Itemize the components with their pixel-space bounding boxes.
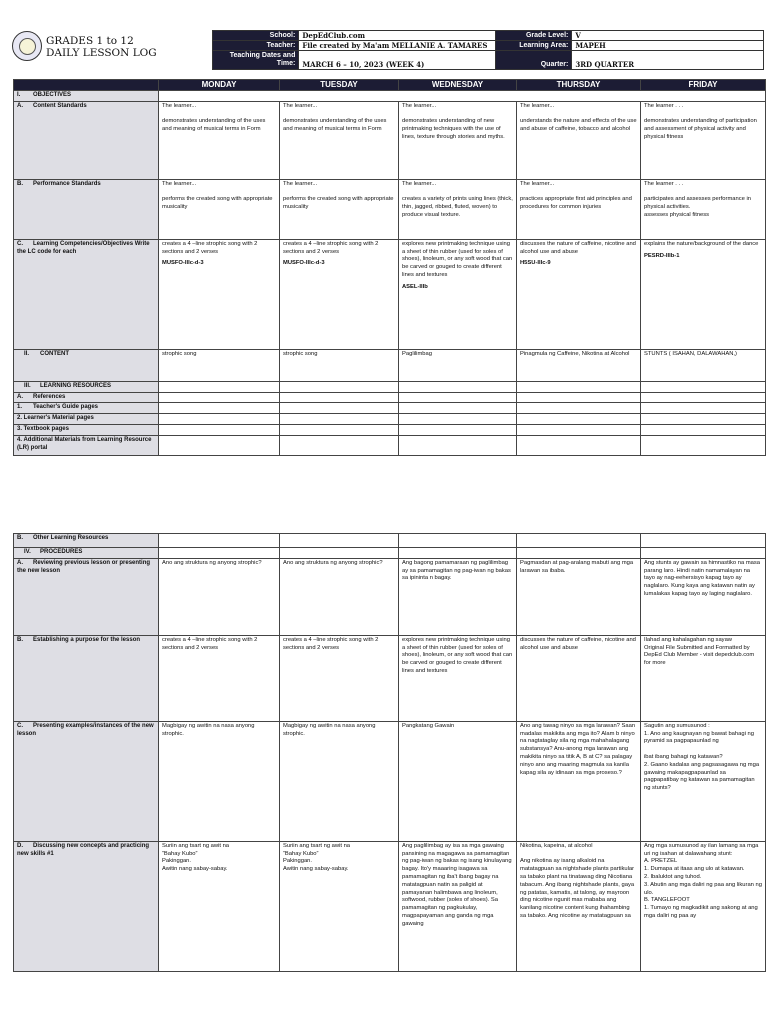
competency-text: creates a 4 –line strophic song with 2 sections and 2 verses xyxy=(162,240,258,255)
cell xyxy=(280,548,399,559)
other-resources-label: Other Learning Resources xyxy=(33,535,109,541)
objectives-label: OBJECTIVES xyxy=(33,92,72,98)
teacher-value: File created by Ma'am MELLANIE A. TAMARES xyxy=(299,41,495,51)
competency-monday xyxy=(159,239,280,349)
cell xyxy=(399,424,517,435)
performance-standards-thursday: The learner... practices appropriate first aid principles and procedures for common injuries xyxy=(517,179,641,239)
school-label: School: xyxy=(213,31,299,41)
cell xyxy=(399,534,517,548)
cell xyxy=(280,414,399,425)
reviewing-heading: A. Reviewing previous lesson or presenting the new lesson xyxy=(14,558,159,635)
grade-value: V xyxy=(572,31,764,41)
performance-standards-friday: The learner . . . participates and assesses performance in physical activities. assesses physical fitness xyxy=(641,179,766,239)
cell xyxy=(399,392,517,403)
references-heading: A. References xyxy=(14,392,159,403)
cell xyxy=(641,534,766,548)
reviewing-tuesday: Ano ang struktura ng anyong strophic? xyxy=(280,558,399,635)
other-resources-heading: B. Other Learning Resources xyxy=(14,534,159,548)
content-standards-monday: The learner... demonstrates understanding of the uses and meaning of musical terms in Form xyxy=(159,101,280,179)
cell xyxy=(159,548,280,559)
cell xyxy=(280,534,399,548)
purpose-thursday: discusses the nature of caffeine, nicotine and alcohol use and abuse xyxy=(517,635,641,721)
purpose-label: Establishing a purpose for the lesson xyxy=(33,636,141,643)
presenting-label: Presenting examples/instances of the new lesson xyxy=(17,722,154,737)
reviewing-label: Reviewing previous lesson or presenting the new lesson xyxy=(17,559,151,574)
cell xyxy=(517,548,641,559)
cell xyxy=(399,381,517,392)
competency-wednesday xyxy=(399,239,517,349)
content-standards-tuesday: The learner... demonstrates understanding of the uses and meaning of musical terms in Form xyxy=(280,101,399,179)
cell xyxy=(159,381,280,392)
reviewing-thursday: Pagmasdan at pag-aralang mabuti ang mga larawan sa ibaba. xyxy=(517,558,641,635)
teacher-guide-heading: 1. Teacher's Guide pages xyxy=(14,403,159,414)
cell xyxy=(280,435,399,455)
header xyxy=(12,30,764,72)
purpose-monday: creates a 4 –line strophic song with 2 sections and 2 verses xyxy=(159,635,280,721)
competency-text: creates a 4 –line strophic song with 2 sections and 2 verses xyxy=(283,240,379,255)
presenting-wednesday: Pangkatang Gawain xyxy=(399,721,517,841)
cell xyxy=(280,381,399,392)
competency-text: explains the nature/background of the dance xyxy=(644,240,759,247)
content-friday: STUNTS ( ISAHAN, DALAWAHAN,) xyxy=(641,349,766,381)
procedures-label: PROCEDURES xyxy=(40,549,83,555)
competency-text: explores new printmaking technique using a sheet of thin rubber (used for soles of shoes), linoleum, or any soft wood that can be carved or gouged to create different lines and textures xyxy=(402,240,513,278)
cell xyxy=(641,424,766,435)
content-standards-friday: The learner . . . demonstrates understanding of participation and assessment of physical activity and physical fitness xyxy=(641,101,766,179)
reviewing-monday: Ano ang struktura ng anyong strophic? xyxy=(159,558,280,635)
procedures-heading: IV. PROCEDURES xyxy=(14,548,159,559)
day-header-tuesday: TUESDAY xyxy=(280,80,399,91)
lc-code: ASEL-IIIb xyxy=(402,283,428,290)
performance-standards-monday: The learner... performs the created song with appropriate musicality xyxy=(159,179,280,239)
cell xyxy=(641,392,766,403)
discussing-wednesday: Ang paglilimbag ay isa sa mga gawaing pansining na magagawa sa pamamagitan ng pag-iwan ng bakas ng isang kinulayang bagay. Ito'y maaaring isagawa sa pamamagitan ng iba't ibang bagay na matatagpuan natin sa paligid at pamayanan halimbawa ang linoleum, softwood, rubber (soles of shoes). Sa pamamagitan ng pagkukulay, magpapayaman ang ganda ng mga gawaing xyxy=(399,841,517,971)
teacher-label: Teacher: xyxy=(213,41,299,51)
competency-tuesday xyxy=(280,239,399,349)
objectives-row-cells xyxy=(159,91,766,102)
performance-standards-tuesday: The learner... performs the created song with appropriate musicality xyxy=(280,179,399,239)
grade-label: Grade Level: xyxy=(495,31,572,41)
content-standards-thursday: The learner... understands the nature and effects of the use and abuse of caffeine, tobacco and alcohol xyxy=(517,101,641,179)
title-line-2: DAILY LESSON LOG xyxy=(46,47,157,59)
reviewing-friday: Ang stunts ay gawain sa himnastiko na masa parang laro. Hindi natin namamalayan na tayo ay nag-eehersisyo kapag tayo ay naglalaro. Kung kaya ang katawan natin ay lumalakas kapag tayo ay laging naglalaro. xyxy=(641,558,766,635)
cell xyxy=(159,424,280,435)
dates-label: Teaching Dates and Time: xyxy=(213,51,299,70)
quarter-value: 3RD QUARTER xyxy=(572,51,764,70)
cell xyxy=(641,548,766,559)
content-heading xyxy=(14,349,159,381)
competency-thursday xyxy=(517,239,641,349)
content-label: CONTENT xyxy=(40,350,69,357)
references-label: References xyxy=(33,393,66,400)
resources-heading: III. LEARNING RESOURCES xyxy=(14,381,159,392)
purpose-friday: Ilahad ang kahalagahan ng sayaw Original File Submitted and Formatted by DepEd Club Member - visit depedclub.com for more xyxy=(641,635,766,721)
competencies-heading: C. Learning Competencies/Objectives Write the LC code for each xyxy=(14,239,159,349)
purpose-wednesday: explores new printmaking technique using a sheet of thin rubber (used for soles of shoes), linoleum, or any soft wood that can be carved or gouged to create different lines and textures xyxy=(399,635,517,721)
competency-friday xyxy=(641,239,766,349)
cell xyxy=(641,403,766,414)
cell xyxy=(159,414,280,425)
lc-code: H5SU-IIIc-9 xyxy=(520,260,551,267)
performance-standards-label: Performance Standards xyxy=(33,180,101,187)
content-wednesday: Paglilimbag xyxy=(399,349,517,381)
cell xyxy=(399,403,517,414)
content-tuesday: strophic song xyxy=(280,349,399,381)
learner-material-label: 2. Learner's Material pages xyxy=(14,414,159,425)
cell xyxy=(517,381,641,392)
purpose-heading: B. Establishing a purpose for the lesson xyxy=(14,635,159,721)
lc-code: PESRD-IIIb-1 xyxy=(644,252,680,259)
presenting-thursday: Ano ang tawag ninyo sa mga larawan? Saan madalas makikita ang mga ito? Alam b ninyo na nagtataglay sila ng mga mahahalagang substansya? Anu-anong mga larawan ang makikita ninyo sa titik A, B at C? sa palagay ninyo ano ang maaring magmula sa kanila kapag sila ay idinaan sa mga proseso.? xyxy=(517,721,641,841)
cell xyxy=(280,424,399,435)
cell xyxy=(641,435,766,455)
learning-area-label: Learning Area: xyxy=(495,41,572,51)
document-title xyxy=(46,35,157,59)
day-header-thursday: THURSDAY xyxy=(517,80,641,91)
corner-cell xyxy=(14,80,159,91)
lesson-table-objectives xyxy=(13,79,766,456)
cell xyxy=(517,534,641,548)
lc-code: MUSFO-IIIc-d-3 xyxy=(162,260,204,267)
performance-standards-heading: B. Performance Standards xyxy=(14,179,159,239)
cell xyxy=(399,548,517,559)
content-monday: strophic song xyxy=(159,349,280,381)
content-thursday: Pinagmula ng Caffeine, Nikotina at Alcohol xyxy=(517,349,641,381)
lc-code: MUSFO-IIIc-d-3 xyxy=(283,260,325,267)
purpose-tuesday: creates a 4 –line strophic song with 2 sections and 2 verses xyxy=(280,635,399,721)
cell xyxy=(517,435,641,455)
header-info-table xyxy=(212,30,764,70)
cell xyxy=(641,414,766,425)
content-standards-label: Content Standards xyxy=(33,102,87,109)
title-line-1: GRADES 1 to 12 xyxy=(46,35,134,47)
presenting-friday: Sagutin ang sumusunod : 1. Ano ang kaugnayan ng bawat bahagi ng pyramid sa pagpapaunlad ng ibat ibang bahagi ng katawan? 2. Gaano kadalas ang pagsasagawa ng mga gawaing makapagpapaunlad sa pagpapatibay ng katawan sa pamamagitan ng stunts? xyxy=(641,721,766,841)
cell xyxy=(399,435,517,455)
quarter-label: Quarter: xyxy=(495,51,572,70)
day-header-wednesday: WEDNESDAY xyxy=(399,80,517,91)
discussing-label: Discussing new concepts and practicing new skills #1 xyxy=(17,842,150,857)
performance-standards-wednesday: The learner... creates a variety of prints using lines (thick, thin, jagged, ribbed, fluted, woven) to produce visual texture. xyxy=(399,179,517,239)
presenting-heading: C. Presenting examples/instances of the new lesson xyxy=(14,721,159,841)
textbook-label: 3. Textbook pages xyxy=(14,424,159,435)
cell xyxy=(517,403,641,414)
discussing-tuesday: Suriin ang tsart ng awit na “Bahay Kubo” Pakinggan. Awitin nang sabay-sabay. xyxy=(280,841,399,971)
discussing-monday: Suriin ang tsart ng awit na “Bahay Kubo” Pakinggan. Awitin nang sabay-sabay. xyxy=(159,841,280,971)
school-value: DepEdClub.com xyxy=(299,31,495,41)
presenting-tuesday: Magbigay ng awitin na nasa anyong strophic. xyxy=(280,721,399,841)
cell xyxy=(517,414,641,425)
lesson-table-procedures xyxy=(13,533,766,972)
cell xyxy=(280,392,399,403)
cell xyxy=(280,403,399,414)
cell xyxy=(517,392,641,403)
content-standards-wednesday: The learner... demonstrates understanding of new printmaking techniques with the use of lines, texture through stories and myths. xyxy=(399,101,517,179)
discussing-thursday: Nikotina, kapeina, at alcohol Ang nikotina ay isang alkaloid na matatagpuan sa nightshade plants partikular sa tabako plant na tinatawag ding Nicotiana tabacum. Ang ibang nightshade plants, gaya ng patatas, kamatis, at talong, ay mayroon ding nicotine ngunit mas mababa ang kanilang nicotine content kung ihahambing sa tabako. Ang nicotine ay matatagpuan sa xyxy=(517,841,641,971)
cell xyxy=(159,534,280,548)
cell xyxy=(159,403,280,414)
day-header-friday: FRIDAY xyxy=(641,80,766,91)
cell xyxy=(159,392,280,403)
reviewing-wednesday: Ang bagong pamamaraan ng paglilimbag ay sa pamamagitan ng pag-iwan ng bakas sa ipininta n bagay. xyxy=(399,558,517,635)
cell xyxy=(159,435,280,455)
presenting-monday: Magbigay ng awitin na nasa anyong strophic. xyxy=(159,721,280,841)
resources-label: LEARNING RESOURCES xyxy=(40,382,112,389)
competencies-label: Learning Competencies/Objectives Write the LC code for each xyxy=(17,240,150,255)
discussing-heading: D. Discussing new concepts and practicing new skills #1 xyxy=(14,841,159,971)
learning-area-value: MAPEH xyxy=(572,41,764,51)
cell xyxy=(517,424,641,435)
additional-materials-label: 4. Additional Materials from Learning Resource (LR) portal xyxy=(14,435,159,455)
deped-seal-logo xyxy=(12,31,42,61)
day-header-monday: MONDAY xyxy=(159,80,280,91)
cell xyxy=(399,414,517,425)
competency-text: discusses the nature of caffeine, nicotine and alcohol use and abuse xyxy=(520,240,636,255)
teacher-guide-label: Teacher's Guide pages xyxy=(33,404,99,411)
content-standards-heading: A. Content Standards xyxy=(14,101,159,179)
dates-value: MARCH 6 – 10, 2023 (WEEK 4) xyxy=(299,51,495,70)
discussing-friday: Ang mga sumusunod ay ilan lamang sa mga uri ng isahan at dalawahang stunt: A. PRETZEL 1. Dumapa at itaas ang ulo at katawan. 2. Ibaluktot ang tuhod. 3. Abutin ang mga daliri ng paa ang likuran ng ulo. B. TANGLEFOOT 1. Tumayo ng magkadikit ang sakong at ang mga daliri ng paa ay xyxy=(641,841,766,971)
objectives-heading: I. OBJECTIVES xyxy=(14,91,159,102)
cell xyxy=(641,381,766,392)
content-num: II. xyxy=(24,350,30,357)
